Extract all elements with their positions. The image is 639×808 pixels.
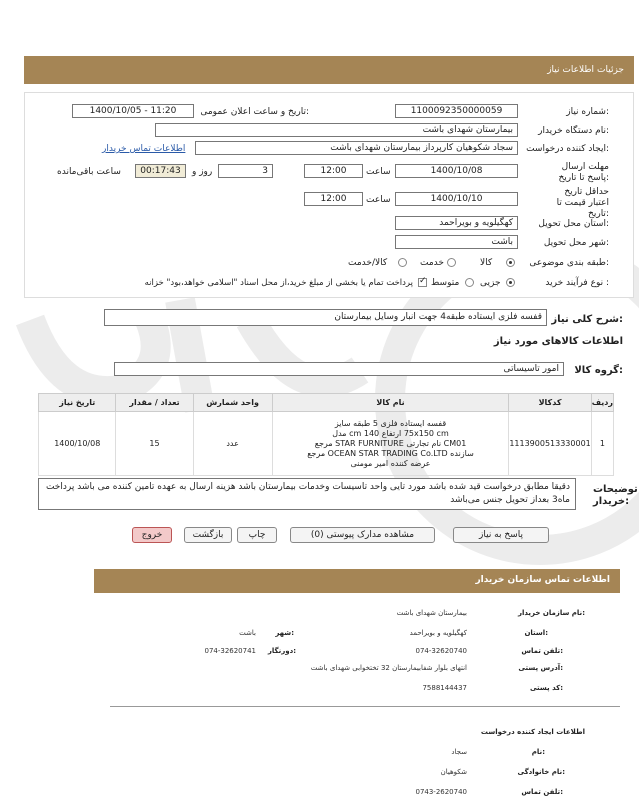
validity-time-label: ساعت [366, 195, 391, 205]
fax-value: 074-32620741 [204, 647, 256, 655]
goods-group-label: گروه کالا: [574, 365, 623, 376]
validity-date-field: 1400/10/10 [395, 192, 518, 206]
cell-date: 1400/10/08 [39, 412, 116, 476]
goods-table [38, 393, 614, 476]
col-name: نام کالا [272, 394, 509, 412]
deadline-time-field: 12:00 [304, 164, 363, 178]
category-both-radio[interactable] [398, 258, 407, 267]
category-both-label: کالا/خدمت [348, 258, 388, 268]
contact-province-label: استان: [524, 629, 548, 637]
exit-button[interactable]: خروج [132, 527, 172, 543]
process-label: نوع فرآیند خرید : [545, 278, 609, 288]
buyer-contact-link[interactable]: اطلاعات تماس خریدار [102, 144, 186, 154]
page-title: اطلاعات نیاز [547, 65, 594, 75]
cell-unit: عدد [193, 412, 272, 476]
days-label: روز و [192, 167, 213, 177]
cell-qty: 15 [116, 412, 193, 476]
table-row [39, 412, 614, 476]
back-button[interactable]: بازگشت [184, 527, 232, 543]
goods-group-field: امور تاسیساتی [114, 362, 564, 376]
name-line: 75x150 cm ارتفاع 140 cm مدل [332, 428, 449, 438]
validity-time-field: 12:00 [304, 192, 363, 206]
city-label: شهر محل تحویل: [543, 238, 609, 248]
reply-button[interactable]: پاسخ به نیاز [453, 527, 549, 543]
attachments-button[interactable]: مشاهده مدارک پیوستی (0) [290, 527, 435, 543]
category-service-label: خدمت [420, 258, 444, 268]
category-service-radio[interactable] [447, 258, 456, 267]
cell-row: 1 [591, 412, 613, 476]
province-field: کهگیلویه و بویراحمد [395, 216, 518, 230]
announce-label: تاریخ و ساعت اعلان عمومی: [200, 107, 309, 117]
creator-lname-value: شکوهیان [440, 768, 467, 776]
col-unit: واحد شمارش [193, 394, 272, 412]
goods-table-header [39, 394, 614, 412]
name-line: قفسه ایستاده فلزی 5 طبقه سایز [334, 418, 447, 428]
cell-name [272, 412, 509, 476]
postal-value: 7588144437 [422, 684, 467, 692]
org-name-value: بیمارستان شهدای باشت [396, 609, 467, 617]
org-name-label: نام سازمان خریدار: [517, 609, 585, 617]
address-label: آدرس پستی: [518, 664, 563, 672]
creator-name-value: سجاد [451, 748, 467, 756]
col-code: کدکالا [509, 394, 591, 412]
col-date: تاریخ نیاز [39, 394, 116, 412]
phone-value: 074-32620740 [415, 647, 467, 655]
remaining-label: ساعت باقی‌مانده [57, 167, 121, 177]
deadline-label: مهلت ارسال پاسخ تا تاریخ: [558, 162, 609, 183]
print-button[interactable]: چاپ [237, 527, 277, 543]
name-line: سازنده OCEAN STAR TRADING Co.LTD مرجع [307, 448, 474, 458]
summary-label: شرح کلی نیاز: [551, 314, 623, 325]
category-label: طبقه بندی موضوعی: [529, 258, 609, 268]
process-medium-radio[interactable] [465, 278, 474, 287]
province-label: استان محل تحویل: [538, 219, 609, 229]
need-number-field: 1100092350000059 [395, 104, 518, 118]
fax-label: دورنگار: [267, 647, 296, 655]
summary-field: قفسه فلزی ایستاده طبقه4 جهت انبار وسایل بیمارستان [104, 309, 547, 326]
contact-province-value: کهگیلویه و بویراحمد [409, 629, 467, 637]
phone-label: تلفن تماس: [521, 647, 563, 655]
process-medium-label: متوسط [431, 278, 460, 288]
contact-title: اطلاعات تماس سازمان خریدار [475, 575, 610, 585]
treasury-payment-checkbox[interactable] [418, 278, 427, 287]
buyer-org-label: نام دستگاه خریدار: [538, 126, 609, 136]
details-link[interactable]: جزئیات [597, 65, 624, 75]
creator-field: سجاد شکوهیان کارپرداز بیمارستان شهدای باشت [195, 141, 518, 155]
process-minor-radio[interactable] [506, 278, 515, 287]
col-qty: تعداد / مقدار [116, 394, 193, 412]
days-field: 3 [218, 164, 273, 178]
need-number-label: شماره نیاز: [566, 107, 609, 117]
creator-label: ایجاد کننده درخواست: [526, 144, 609, 154]
deadline-time-label: ساعت [366, 167, 391, 177]
creator-name-label: نام: [531, 748, 545, 756]
name-line: CM01 نام تجارتی STAR FURNITURE مرجع [314, 438, 467, 448]
process-minor-label: جزیی [480, 278, 501, 288]
goods-section-title: اطلاعات کالاهای مورد نیاز [493, 336, 623, 347]
cell-code: 1113900513330001 [509, 412, 591, 476]
deadline-date-field: 1400/10/08 [395, 164, 518, 178]
creator-lname-label: نام خانوادگی: [517, 768, 565, 776]
creator-phone-value: 0743-2620740 [415, 788, 467, 796]
postal-label: کد پستی: [529, 684, 563, 692]
creator-section-title: اطلاعات ایجاد کننده درخواست [480, 728, 585, 736]
buyer-note-label: توضیحات خریدار: [593, 484, 638, 507]
treasury-payment-note: پرداخت تمام یا بخشی از مبلغ خرید،از محل اسناد "اسلامی خواهد،بود" خزانه [144, 278, 413, 288]
buyer-note-field: دقیقا مطابق درخواست قید شده باشد مورد تایی واحد تاسیسات وخدمات بیمارستان باشد هزینه ارسال به عهده تامین کننده می باشد پرداخت ماه3 بعداز تحویل جنس می‌باشد [38, 478, 576, 510]
creator-phone-label: تلفن تماس: [521, 788, 563, 796]
col-row: ردیف [591, 394, 613, 412]
city-field: باشت [395, 235, 518, 249]
address-value: انتهای بلوار شفابیمارستان 32 تختخوابی شهدای باشت [310, 664, 467, 672]
validity-label: حداقل تاریخ اعتبار قیمت تا تاریخ: [556, 187, 609, 219]
category-goods-radio[interactable] [506, 258, 515, 267]
remaining-time-field: 00:17:43 [135, 164, 186, 178]
contact-header [94, 569, 620, 593]
buyer-org-field: بیمارستان شهدای باشت [155, 123, 518, 137]
contact-city-label: شهر: [275, 629, 294, 637]
category-goods-label: کالا [480, 258, 493, 268]
page-header [24, 56, 634, 84]
announce-field: 1400/10/05 - 11:20 [72, 104, 194, 118]
contact-city-value: باشت [239, 629, 256, 637]
name-line: عرضه کننده امیر مومنی [350, 458, 431, 468]
contact-divider [110, 706, 620, 707]
